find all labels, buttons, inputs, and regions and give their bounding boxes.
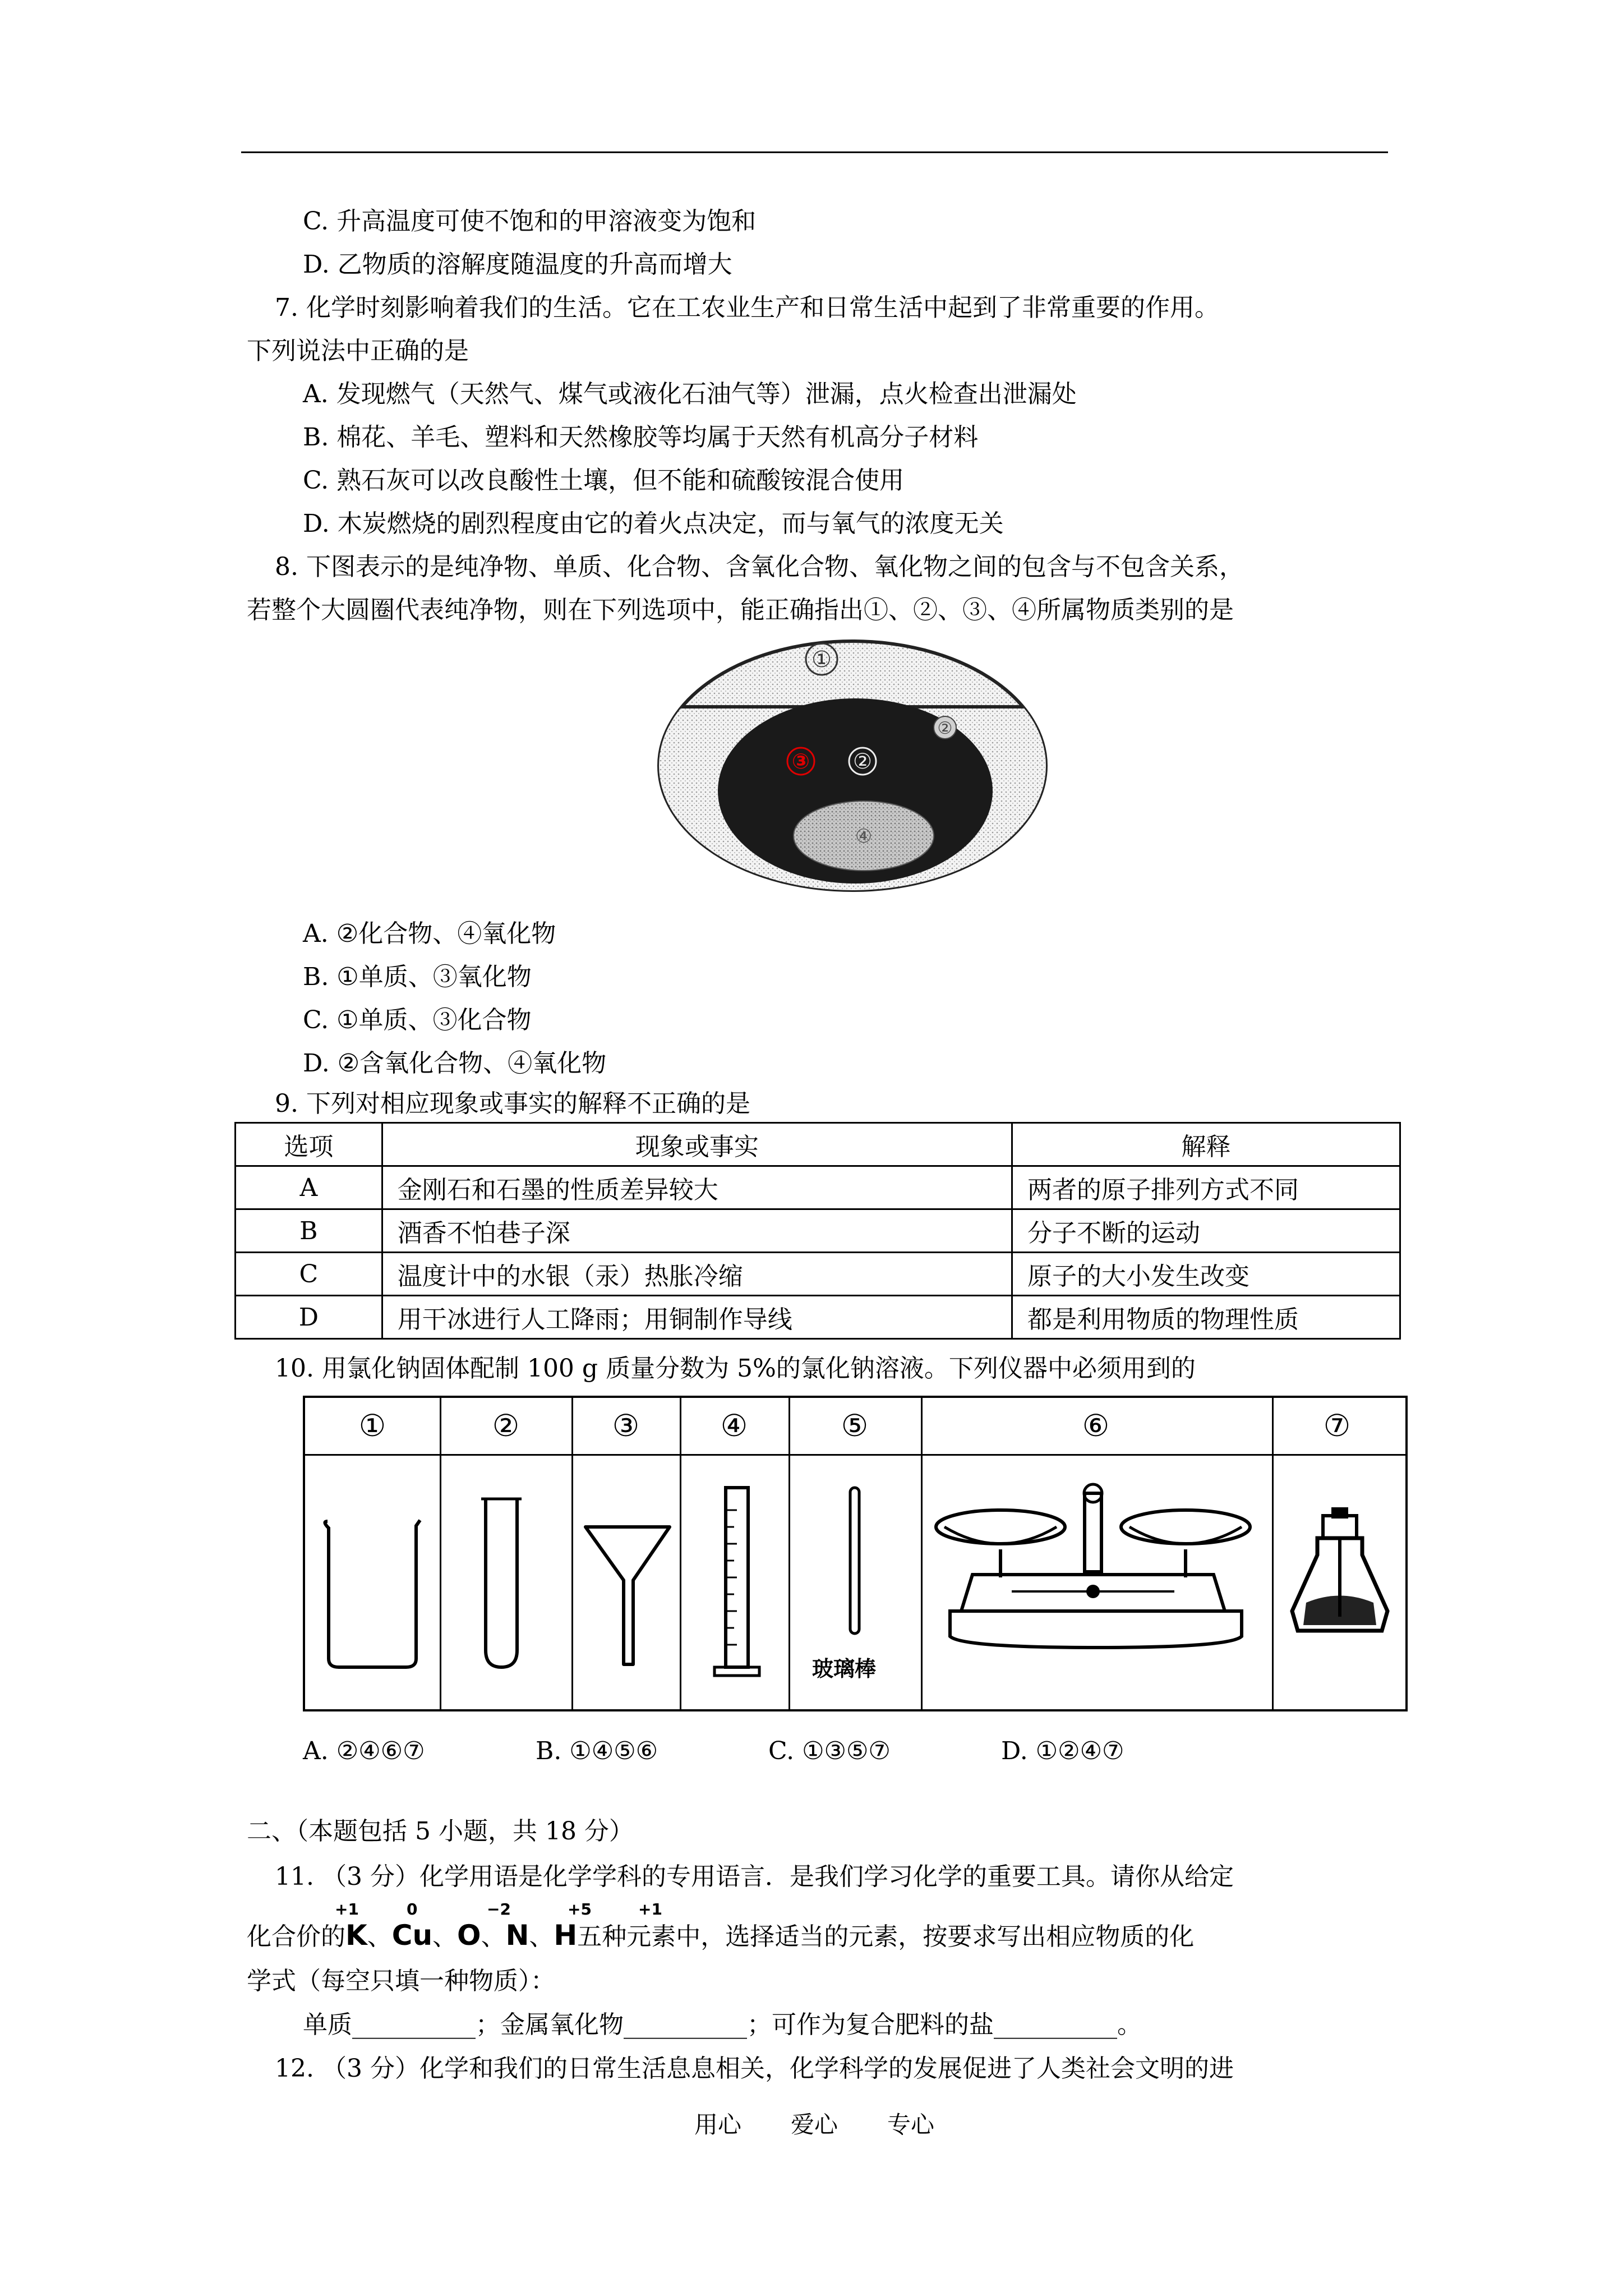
element-Cu: Cu — [391, 1919, 433, 1952]
funnel-icon — [580, 1521, 675, 1673]
q6-option-c: C. 升高温度可使不饱和的甲溶液变为饱和 — [303, 207, 757, 236]
table-cell: 都是利用物质的物理性质 — [1012, 1296, 1400, 1339]
table-cell: A — [236, 1166, 382, 1209]
footer-text-3: 专心 — [887, 2111, 935, 2138]
table-cell: 两者的原子排列方式不同 — [1012, 1166, 1400, 1209]
q6-option-d: D. 乙物质的溶解度随温度的升高而增大 — [303, 250, 732, 279]
q11-answer-blanks: 单质__________；金属氧化物__________；可作为复合肥料的盐__________。 — [303, 2010, 1142, 2039]
apparatus-number-7: ⑦ — [1323, 1408, 1351, 1443]
q7-option-b: B. 棉花、羊毛、塑料和天然橡胶等均属于天然有机高分子材料 — [303, 423, 979, 452]
q9-stem: 9. 下列对相应现象或事实的解释不正确的是 — [275, 1089, 750, 1118]
apparatus-number-6: ⑥ — [1082, 1408, 1110, 1443]
table-cell: 原子的大小发生改变 — [1012, 1253, 1400, 1296]
q10-option-a: A. ②④⑥⑦ — [303, 1737, 425, 1765]
apparatus-number-4: ④ — [720, 1408, 748, 1443]
valence-Cu: 0 — [407, 1900, 418, 1918]
balance-icon — [928, 1482, 1264, 1684]
q11-line2: 化合价的K、Cu、O、N、H五种元素中，选择适当的元素，按要求写出相应物质的化 — [247, 1919, 1195, 1952]
q8-option-b: B. ①单质、③氧化物 — [303, 963, 532, 991]
q11-stem: 11. （3 分）化学用语是化学学科的专用语言．是我们学习化学的重要工具。请你从给定 — [275, 1862, 1234, 1891]
table-cell: B — [236, 1209, 382, 1253]
footer-text-2: 爱心 — [791, 2111, 838, 2138]
q10-option-d: D. ①②④⑦ — [1001, 1737, 1124, 1765]
q10-option-b: B. ①④⑤⑥ — [536, 1737, 658, 1765]
table-header-cell: 解释 — [1012, 1123, 1400, 1166]
classification-venn-diagram — [651, 634, 1054, 898]
table-header-cell: 选项 — [236, 1123, 382, 1166]
apparatus-number-5: ⑤ — [841, 1408, 869, 1443]
q8-option-c: C. ①单质、③化合物 — [303, 1006, 532, 1034]
q7-stem-cont: 下列说法中正确的是 — [247, 337, 469, 365]
valence-K: +1 — [335, 1900, 359, 1918]
q7-option-c: C. 熟石灰可以改良酸性土壤，但不能和硫酸铵混合使用 — [303, 466, 905, 495]
table-header-cell: 现象或事实 — [382, 1123, 1012, 1166]
q11-suffix: 五种元素中，选择适当的元素，按要求写出相应物质的化 — [577, 1922, 1195, 1951]
footer-text-1: 用心 — [694, 2111, 742, 2138]
graduated-cylinder-icon — [703, 1476, 771, 1690]
table-cell: 分子不断的运动 — [1012, 1209, 1400, 1253]
q7-stem: 7. 化学时刻影响着我们的生活。它在工农业生产和日常生活中起到了非常重要的作用。 — [275, 293, 1219, 322]
q9-table — [234, 1122, 1401, 1340]
q10-option-c: C. ①③⑤⑦ — [768, 1737, 891, 1765]
valence-O: −2 — [487, 1900, 511, 1918]
valence-N: +5 — [568, 1900, 592, 1918]
q8-stem-cont: 若整个大圆圈代表纯净物，则在下列选项中，能正确指出①、②、③、④所属物质类别的是 — [247, 596, 1234, 624]
alcohol-lamp-icon — [1284, 1504, 1396, 1650]
beaker-icon — [316, 1510, 428, 1678]
q8-option-d: D. ②含氧化合物、④氧化物 — [303, 1049, 607, 1078]
q7-option-d: D. 木炭燃烧的剧烈程度由它的着火点决定，而与氧气的浓度无关 — [303, 509, 1004, 538]
apparatus-number-1: ① — [358, 1408, 386, 1443]
apparatus-number-2: ② — [492, 1408, 520, 1443]
test-tube-icon — [473, 1488, 529, 1678]
table-cell: D — [236, 1296, 382, 1339]
diagram-label-2: ② — [852, 749, 873, 774]
element-N: N — [505, 1919, 529, 1952]
q8-option-a: A. ②化合物、④氧化物 — [303, 919, 556, 948]
q8-stem: 8. 下图表示的是纯净物、单质、化合物、含氧化合物、氧化物之间的包含与不包含关系， — [275, 553, 1244, 581]
apparatus-panel — [303, 1396, 1408, 1711]
header-rule — [241, 151, 1388, 153]
q11-stem-cont: 学式（每空只填一种物质）： — [247, 1967, 555, 1995]
apparatus-number-3: ③ — [612, 1408, 640, 1443]
element-H: H — [554, 1919, 578, 1952]
table-row — [236, 1253, 1400, 1296]
diagram-label-1: ① — [811, 647, 832, 673]
diagram-label-2b: ② — [937, 719, 953, 738]
valence-H: +1 — [638, 1900, 662, 1918]
q11-prefix: 化合价的 — [247, 1922, 345, 1951]
table-cell: C — [236, 1253, 382, 1296]
q10-stem: 10. 用氯化钠固体配制 100 g 质量分数为 5%的氯化钠溶液。下列仪器中必须用到的 — [275, 1354, 1196, 1383]
element-K: K — [345, 1919, 367, 1952]
q12-stem: 12. （3 分）化学和我们的日常生活息息相关，化学科学的发展促进了人类社会文明的进 — [275, 2054, 1234, 2083]
q7-option-a: A. 发现燃气（天然气、煤气或液化石油气等）泄漏，点火检查出泄漏处 — [303, 380, 1077, 408]
table-cell: 用干冰进行人工降雨；用铜制作导线 — [382, 1296, 1012, 1339]
section-2-heading: 二、（本题包括 5 小题，共 18 分） — [247, 1817, 634, 1846]
table-cell: 温度计中的水银（汞）热胀冷缩 — [382, 1253, 1012, 1296]
table-cell: 酒香不怕巷子深 — [382, 1209, 1012, 1253]
glass-rod-icon — [843, 1482, 866, 1639]
element-O: O — [457, 1919, 481, 1952]
table-row — [236, 1209, 1400, 1253]
table-row — [236, 1166, 1400, 1209]
table-header-row — [236, 1123, 1400, 1166]
glass-rod-label: 玻璃棒 — [812, 1657, 877, 1681]
diagram-label-4: ④ — [855, 825, 873, 848]
diagram-label-3: ③ — [791, 749, 810, 774]
table-cell: 金刚石和石墨的性质差异较大 — [382, 1166, 1012, 1209]
table-row — [236, 1296, 1400, 1339]
